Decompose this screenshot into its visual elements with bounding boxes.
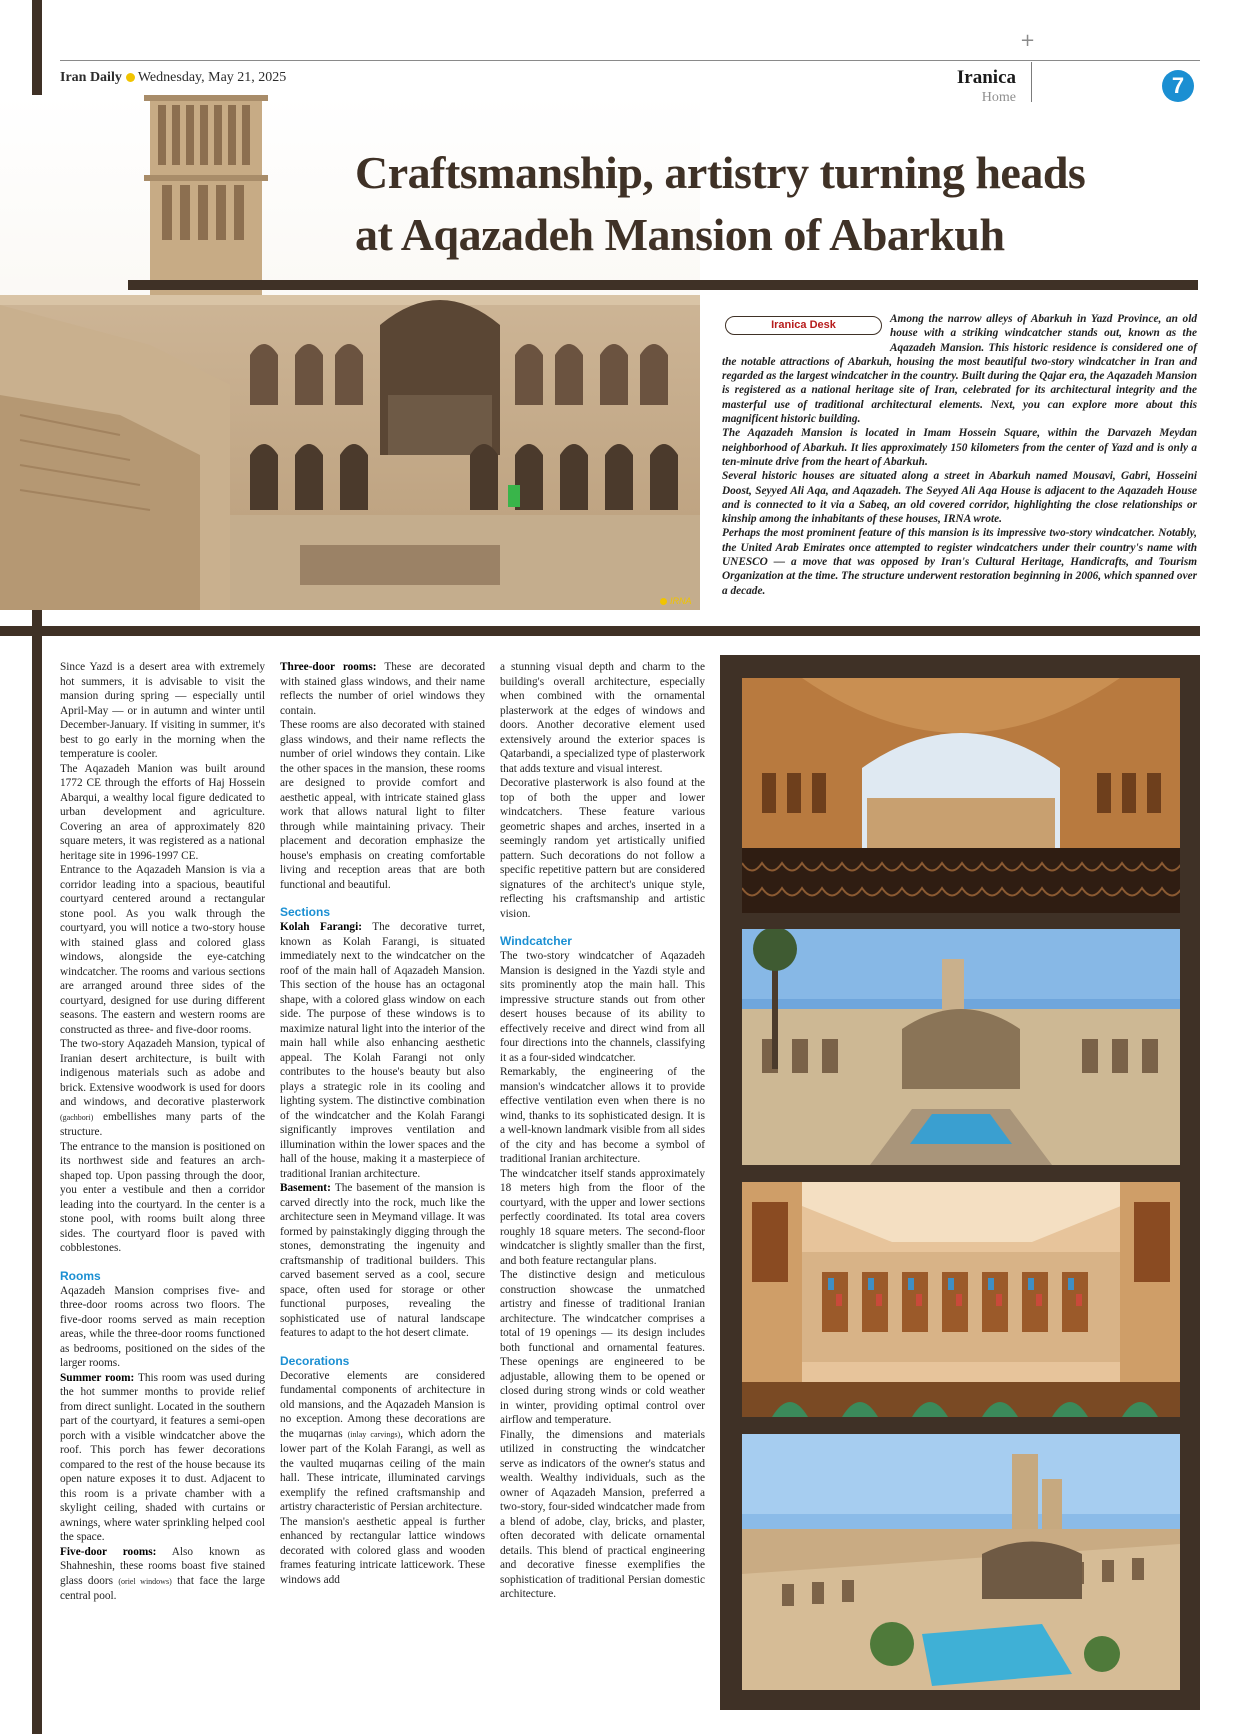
photo-credit (660, 596, 692, 606)
body-paragraph (280, 660, 485, 718)
run-in-label: Summer room: (60, 1371, 135, 1384)
photo-aerial-courtyard (742, 1434, 1180, 1690)
text-run: The basement of the mansion is carved directly into the rock, much like the architecture seen in Meymand village. It was formed by painstakingly digging through the stones, demonstrating the ingenuity and craftsmanship of traditional builders. This carved basement served as a cool, secure space, often used for storage or other functional purposes, revealing the sophisticated use of natural landscape features to adapt to the hot desert climate. (280, 1182, 485, 1339)
text-run: This room was used during the hot summer months to provide relief from direct sunlight. Located in the southern part of the courtyard, it features a semi-open porch with a visible windcatcher above the roof. This porch has fewer decorations compared to the rest of the house because its open nature exposes it to dust. Adjacent to this room is a private chamber with a skylight ceiling, shaded with curtains or awnings, where water sprinkling helped cool the space. (60, 1371, 265, 1543)
body-paragraph: The entrance to the mansion is positioned on its northwest side and features an arch-shaped top. Upon passing through the door, you enter a vestibule and then a corridor leading into the courtyard. In the center is a stone pool, with rooms built along three sides. The courtyard floor is paved with cobblestones. (60, 1140, 265, 1254)
body-paragraph (60, 1545, 265, 1604)
intro-paragraph: The Aqazadeh Mansion is located in Imam Hossein Square, within the Darvazeh Meydan neighborhood of Abarkuh. It lies approximately 150 kilometers from the center of Yazd and is only a ten-minute drive from the heart of Abarkuh. (722, 427, 1197, 468)
headline-rule (128, 280, 1198, 290)
body-paragraph: Aqazadeh Mansion comprises five- and three-door rooms across two floors. The five-door rooms served as main reception areas, while the three-door rooms functioned as bedrooms, positioned on the sides of the larger rooms. (60, 1284, 265, 1369)
subheading-rooms: Rooms (60, 1268, 101, 1283)
subheading-decorations: Decorations (280, 1353, 350, 1368)
headline-line-1: Craftsmanship, artistry turning heads (355, 147, 1086, 198)
text-run-small: (gachbori) (60, 1112, 94, 1122)
photo-courtyard-pool (742, 929, 1180, 1165)
body-paragraph: Finally, the dimensions and materials utilized in constructing the windcatcher serve as indicators of the owner's status and wealth. Wealthy individuals, such as the owner of Aqazadeh Mansion, preferred a two-story, four-sided windcatcher made from a blend of adobe, clay, bricks, and plaster, often decorated with delicate ornamental details. This blend of practical engineering and decorative finesse exemplifies the sophistication of traditional Persian domestic architecture. (500, 1428, 705, 1600)
folio-left (60, 70, 286, 86)
body-paragraph: The Aqazadeh Manion was built around 1772 CE through the efforts of Haj Hossein Abarqui, a wealthy local figure dedicated to urban development and agriculture. Covering an area of approximately 820 square meters, it was registered as a national heritage site in 1996-1997 CE. (60, 762, 265, 862)
body-paragraph: Since Yazd is a desert area with extremely hot summers, it is advisable to visit the mansion during spring — especially until April-May — or in autumn and winter until December-January. If visiting in summer, it's best to go early in the morning when the temperature is cooler. (60, 661, 265, 760)
body-column-1 (60, 660, 265, 1604)
text-run: that face the large central pool. (60, 1574, 265, 1602)
paper-name: Iran Daily (60, 70, 122, 85)
body-paragraph (280, 920, 485, 1181)
crop-mark: + (1020, 30, 1036, 51)
run-in-label: Three-door rooms: (280, 661, 377, 673)
text-run: The two-story Aqazadeh Mansion, typical of Iranian desert architecture, is built with indigenous materials such as adobe and brick. Extensive woodwork is used for doors and windows, and decorative plasterwork (60, 1038, 265, 1108)
text-run: embellishes many parts of the structure. (60, 1110, 266, 1138)
body-paragraph: The windcatcher itself stands approximately 18 meters high from the floor of the courtyard, with the upper and lower sections perfectly coordinated. Its total area covers roughly 18 square meters. The second-floor windcatcher is slightly smaller than the first, and both feature rectangular plans. (500, 1167, 705, 1267)
section-subname: Home (981, 90, 1016, 105)
subheading-windcatcher: Windcatcher (500, 934, 572, 948)
body-paragraph: These rooms are also decorated with stained glass windows, and their name reflects the number of oriel windows they contain. Like the other spaces in the mansion, these rooms are designed to provide comfort and aesthetic appeal, with intricate stained glass work that allows natural light to filter through while maintaining privacy. Their placement and decoration emphasize the house's emphasis on creating comfortable living and reception areas that are both functional and beautiful. (280, 719, 485, 891)
body-paragraph: a stunning visual depth and charm to the building's overall architecture, especially when combined with the ornamental plasterwork at the edges of windows and doors. Another decorative element used extensively around the exterior spaces is Qatarbandi, a specialized type of plasterwork that adds texture and visual interest. (500, 661, 705, 775)
issue-date: Wednesday, May 21, 2025 (137, 70, 287, 85)
folio-rule (60, 60, 1200, 61)
text-run: The decorative turret, known as Kolah Farangi, is situated immediately next to the windcatcher on the roof of the main hall of Aqazadeh Mansion. This section of the house has an octagonal shape, with a colored glass window on each side. The purpose of these windows is to maximize natural light into the interior of the main hall while also enhancing aesthetic appeal. The Kolah Farangi not only contributes to the house's beauty but also plays a strategic role in its cooling and lighting system. The distinctive combination of the windcatcher and the Kolah Farangi significantly improves ventilation and illumination within the lower spaces and the hall of the house, making it a masterpiece of traditional Iranian architecture. (280, 921, 486, 1180)
run-in-label: Basement: (280, 1182, 331, 1194)
desk-badge: Iranica Desk (725, 316, 882, 335)
body-column-3 (500, 660, 705, 1602)
text-run: Decorative elements are considered fundamental components of architecture in old mansions, and the Aqazadeh Mansion is no exception. Among these decorations are the muqarnas (280, 1369, 485, 1440)
page-number: 7 (1162, 70, 1194, 102)
body-paragraph: Remarkably, the engineering of the mansion's windcatcher allows it to provide effective ventilation even when there is no wind, thanks to its sophisticated design. It is a well-known landmark visible from all sides of the city and has become a symbol of traditional Iranian architecture. (500, 1066, 705, 1165)
headline (355, 142, 1200, 266)
body-paragraph (280, 1369, 485, 1515)
text-run-small: (inlay carvings) (347, 1429, 401, 1439)
body-paragraph (60, 1371, 265, 1545)
credit-dot-icon (660, 598, 667, 605)
run-in-label: Five-door rooms: (60, 1545, 157, 1558)
headline-line-2: at Aqazadeh Mansion of Abarkuh (355, 209, 1005, 260)
text-run-small: (oriel windows) (118, 1576, 172, 1586)
text-run: , which adorn the lower part of the Kolah Farangi, as well as the vaulted muqarnas ceiling of the main hall. These intricate, illuminated carvings exemplify the refined craftsmanship and artistry characteristic of Persian architecture. (280, 1427, 485, 1513)
body-column-2 (280, 660, 485, 1587)
body-paragraph (60, 1037, 265, 1140)
intro-paragraph: Among the narrow alleys of Abarkuh in Yazd Province, an old house with a striking windcatcher stands out, known as the Aqazadeh Mansion. This historic residence is considered one of the notable attractions of Abarkuh, housing the most beautiful two-story windcatcher in Iran and regarded as the largest windcatcher in the country. Built during the Qajar era, the Aqazadeh Mansion is registered as a national heritage site of Iran, celebrated for its architectural integrity and the masterful use of traditional architectural elements. Next, you can explore more about this magnificent historic building. (722, 313, 1197, 426)
intro-text (722, 312, 1197, 598)
body-paragraph: The distinctive design and meticulous construction showcase the unmatched artistry and finesse of traditional Iranian architecture. The windcatcher comprises a total of 19 openings — its design includes both functional and ornamental features. These openings are engineered to be adjustable, allowing them to be opened or closed during strong winds or cold weather in winter, providing optimal control over airflow and temperature. (500, 1269, 705, 1426)
body-paragraph: Decorative plasterwork is also found at the top of both the upper and lower windcatchers. These feature various geometric shapes and arches, inserted in a seemingly random yet artistically unified pattern. Such decorations do not follow a specific repetitive pattern but are considered signatures of the architect's unique style, reflecting his craftsmanship and artistic vision. (500, 777, 705, 920)
photo-credit-text: IRNA (670, 596, 692, 606)
photo-interior-arch (742, 678, 1180, 913)
body-paragraph: Entrance to the Aqazadeh Mansion is via a corridor leading into a spacious, beautiful courtyard centered around a rectangular stone pool. As you walk through the courtyard, you will notice a two-story house with stained glass and colored glass windows, alongside the eye-catching windcatcher. The rooms and various sections are arranged around three sides of the courtyard, designed for use during different seasons. The eastern and western rooms are constructed as three- and five-door rooms. (60, 864, 265, 1036)
badge-spacer (722, 312, 890, 342)
folio-divider (1031, 62, 1032, 102)
subheading-sections: Sections (280, 905, 331, 919)
body-paragraph: The mansion's aesthetic appeal is further enhanced by rectangular lattice windows decorated with colored glass and wooden frames featuring intricate latticework. These windows add (280, 1515, 485, 1586)
intro-paragraph: Perhaps the most prominent feature of this mansion is its impressive two-story windcatcher. Notably, the United Arab Emirates once attempted to register windcatchers under their country's name with UNESCO — a move that was opposed by Iran's Cultural Heritage, Handicrafts, and Tourism Organization at the time. The structure underwent restoration beginning in 2006, which spanned over a decade. (722, 527, 1197, 597)
photo-stained-glass-hall (742, 1182, 1180, 1417)
text-run: Also known as Shahneshin, these rooms boast five stained glass doors (60, 1545, 266, 1587)
section-name: Iranica (956, 67, 1016, 88)
body-paragraph (280, 1181, 485, 1341)
body-paragraph: The two-story windcatcher of Aqazadeh Mansion is designed in the Yazdi style and sits prominently atop the main hall. This impressive structure stands out from other desert houses because of its ability to effectively receive and direct wind from all four directions into the channels, classifying it as a four-sided windcatcher. (500, 950, 705, 1064)
intro-rule (0, 626, 1200, 636)
run-in-label: Kolah Farangi: (280, 921, 362, 933)
intro-paragraph: Several historic houses are situated along a street in Abarkuh named Mousavi, Gabri, Hosseini Doost, Seyyed Ali Aqa, and Aqazadeh. The Seyyed Ali Aqa House is adjacent to the Aqazadeh House and is connected to it via a Sabeq, an old covered corridor, highlighting the close relationships or kinship among the inhabitants of these houses, IRNA wrote. (722, 470, 1197, 526)
text-run: These are decorated with stained glass windows, and their name reflects the number of oriel windows they contain. (280, 661, 485, 717)
folio-dot-icon (126, 73, 135, 82)
